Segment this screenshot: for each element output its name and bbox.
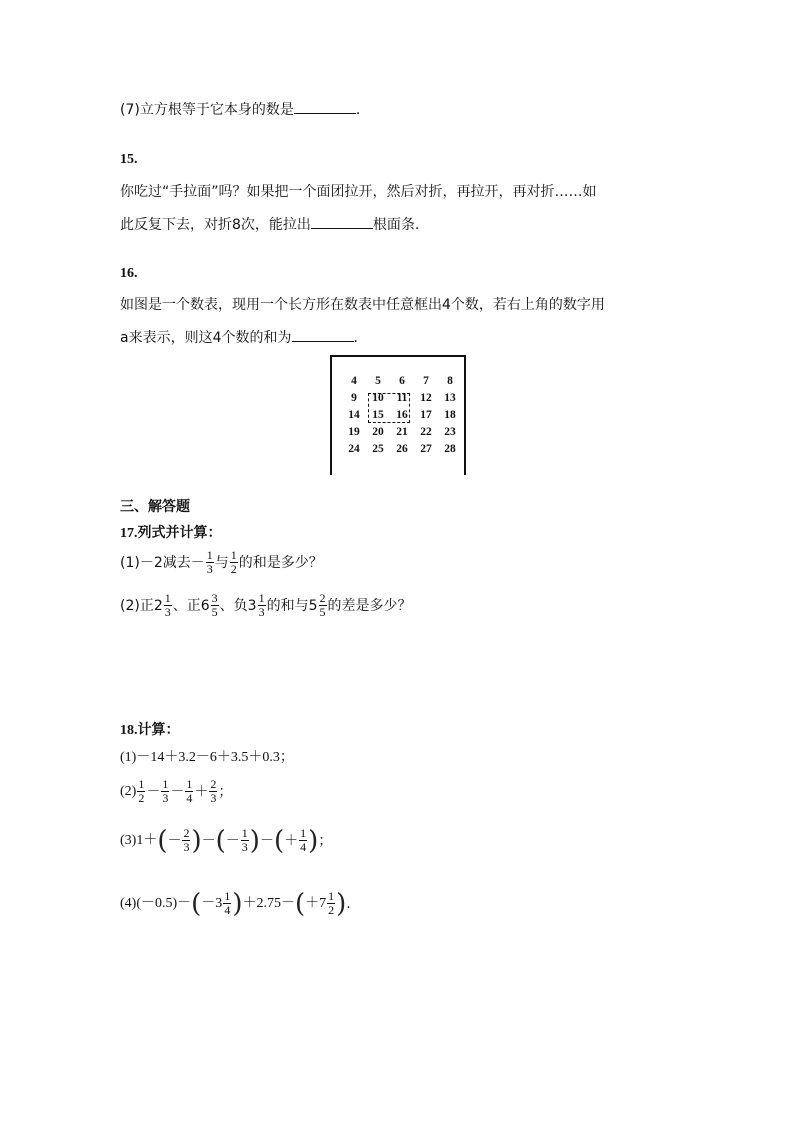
q15-line2-text: 此反复下去，对折8次，能拉出	[120, 217, 311, 233]
left-paren: (	[273, 825, 285, 856]
table-cell: 8	[447, 375, 453, 387]
numerator: 3	[211, 591, 218, 605]
denominator: 5	[319, 605, 326, 619]
table-cell: 26	[396, 443, 408, 455]
table-cell: 16	[396, 409, 408, 421]
mixed-whole: ＋7	[305, 895, 327, 911]
table-cell: 12	[420, 392, 432, 404]
numerator: 1	[206, 548, 213, 562]
table-cell: 24	[348, 443, 360, 455]
table-cell: 6	[399, 375, 405, 387]
sign: ＋	[284, 832, 299, 849]
sign: －	[225, 832, 240, 849]
q15-line2-end: 根面条.	[372, 217, 420, 233]
q18-part1: (1)－14＋3.2－6＋3.5＋0.3；	[120, 750, 294, 765]
q18-part4	[120, 890, 351, 917]
q17-p2-t2: 、负3	[219, 597, 257, 614]
table-cell: 23	[444, 426, 456, 438]
left-paren: (	[157, 825, 168, 856]
q16-line2	[120, 327, 358, 348]
q17-part2	[120, 592, 412, 619]
numerator: 1	[224, 889, 231, 903]
fraction	[137, 778, 145, 805]
operator: －	[201, 832, 216, 849]
q14-part7	[120, 99, 360, 120]
q14-part7-text: (7)立方根等于它本身的数是	[120, 102, 294, 118]
denominator: 4	[224, 903, 231, 917]
q15-number: 15.	[120, 152, 138, 167]
fraction	[209, 778, 217, 805]
numerator: 1	[241, 826, 248, 840]
table-cell: 17	[420, 409, 432, 421]
q17-p1-end: 的和是多少？	[238, 554, 323, 571]
numerator: 1	[186, 777, 193, 791]
denominator: 3	[183, 840, 190, 854]
table-cell: 10	[372, 392, 384, 404]
q16-line2-end: .	[353, 330, 358, 346]
fraction	[182, 827, 190, 854]
denominator: 2	[230, 562, 237, 576]
q16-number: 16.	[120, 266, 138, 281]
right-paren: )	[232, 888, 243, 919]
q18-p3-end: ；	[318, 832, 333, 849]
q17-p1-mid: 与	[214, 554, 229, 571]
q18-part2	[120, 778, 232, 805]
q15-line2	[120, 214, 419, 235]
q17-title	[120, 523, 222, 544]
numerator: 2	[319, 591, 326, 605]
numerator: 1	[138, 777, 145, 791]
table-cell: 9	[351, 392, 357, 404]
table-cell: 25	[372, 443, 384, 455]
fraction	[185, 778, 193, 805]
table-cell: 15	[372, 409, 384, 421]
table-cell: 28	[444, 443, 456, 455]
denominator: 3	[162, 791, 169, 805]
left-paren: (	[191, 888, 202, 919]
table-cell: 18	[444, 409, 456, 421]
q16-line1: 如图是一个数表，现用一个长方形在数表中任意框出4个数，若右上角的数字用	[120, 297, 605, 313]
fraction	[327, 890, 335, 917]
denominator: 3	[164, 605, 171, 619]
q18-p3-label: (3)1＋	[120, 832, 158, 848]
q18-title	[120, 720, 180, 741]
section-title: 三、解答题	[120, 499, 190, 515]
q18-p2-label: (2)	[120, 783, 137, 799]
fraction	[161, 778, 169, 805]
right-paren: )	[249, 825, 260, 856]
q17-title-text: 17.列式并计算：	[120, 526, 222, 541]
right-paren: )	[336, 888, 347, 919]
fraction	[319, 592, 327, 619]
table-cell: 21	[396, 426, 408, 438]
q17-p1-label: (1)－2减去－	[120, 554, 205, 571]
denominator: 3	[206, 562, 213, 576]
q17-p2-label: (2)正2	[120, 597, 163, 614]
denominator: 3	[210, 791, 217, 805]
numerator: 1	[258, 591, 265, 605]
left-paren: (	[215, 825, 226, 856]
fraction	[258, 592, 266, 619]
table-cell: 5	[375, 375, 381, 387]
table-cell: 4	[351, 375, 357, 387]
fraction	[206, 549, 214, 576]
q17-p2-end: 的差是多少？	[327, 597, 412, 614]
denominator: 2	[328, 903, 335, 917]
denominator: 5	[211, 605, 218, 619]
q18-p4-mid: ＋2.75－	[242, 895, 295, 911]
denominator: 3	[241, 840, 248, 854]
q17-p2-t1: 、正6	[172, 597, 210, 614]
right-paren: )	[191, 825, 202, 856]
q16-line2-text: a来表示，则这4个数的和为	[120, 330, 292, 346]
numerator: 1	[164, 591, 171, 605]
number-table	[330, 355, 466, 475]
table-cell: 27	[420, 443, 432, 455]
denominator: 2	[138, 791, 145, 805]
mixed-whole: －3	[201, 895, 223, 911]
operator: －	[259, 832, 274, 849]
q18-p4-label: (4)(－0.5)－	[120, 895, 192, 911]
operator: ＋	[194, 783, 209, 800]
fraction	[230, 549, 238, 576]
fraction	[299, 827, 307, 854]
table-cell: 13	[444, 392, 456, 404]
operator: －	[170, 783, 185, 800]
table-cell: 11	[396, 392, 408, 404]
numerator: 1	[328, 889, 335, 903]
fraction	[211, 592, 219, 619]
sign: －	[167, 832, 182, 849]
fraction	[164, 592, 172, 619]
denominator: 3	[258, 605, 265, 619]
answer-blank[interactable]	[294, 99, 356, 114]
table-cell: 22	[420, 426, 432, 438]
left-paren: (	[294, 888, 306, 919]
operator: －	[146, 783, 161, 800]
numerator: 1	[300, 826, 307, 840]
table-cell: 20	[372, 426, 384, 438]
q18-p2-end: ；	[218, 783, 233, 800]
right-paren: )	[308, 825, 319, 856]
numerator: 1	[230, 548, 237, 562]
q17-p2-t3: 的和与5	[266, 597, 318, 614]
fraction	[223, 890, 231, 917]
q18-part3	[120, 827, 332, 854]
fraction	[241, 827, 249, 854]
q18-p4-end: .	[346, 895, 351, 912]
q15-line1: 你吃过“手拉面”吗？如果把一个面团拉开，然后对折，再拉开，再对折……如	[120, 184, 597, 200]
table-cell: 19	[348, 426, 360, 438]
q14-part7-end: .	[355, 102, 361, 118]
denominator: 4	[300, 840, 307, 854]
numerator: 2	[183, 826, 190, 840]
numerator: 2	[210, 777, 217, 791]
q17-part1	[120, 549, 323, 576]
answer-blank[interactable]	[292, 327, 354, 342]
answer-blank[interactable]	[311, 214, 373, 229]
numerator: 1	[162, 777, 169, 791]
table-cell: 7	[423, 375, 429, 387]
q18-title-text: 18.计算：	[120, 723, 180, 738]
table-cell: 14	[348, 409, 360, 421]
denominator: 4	[186, 791, 193, 805]
